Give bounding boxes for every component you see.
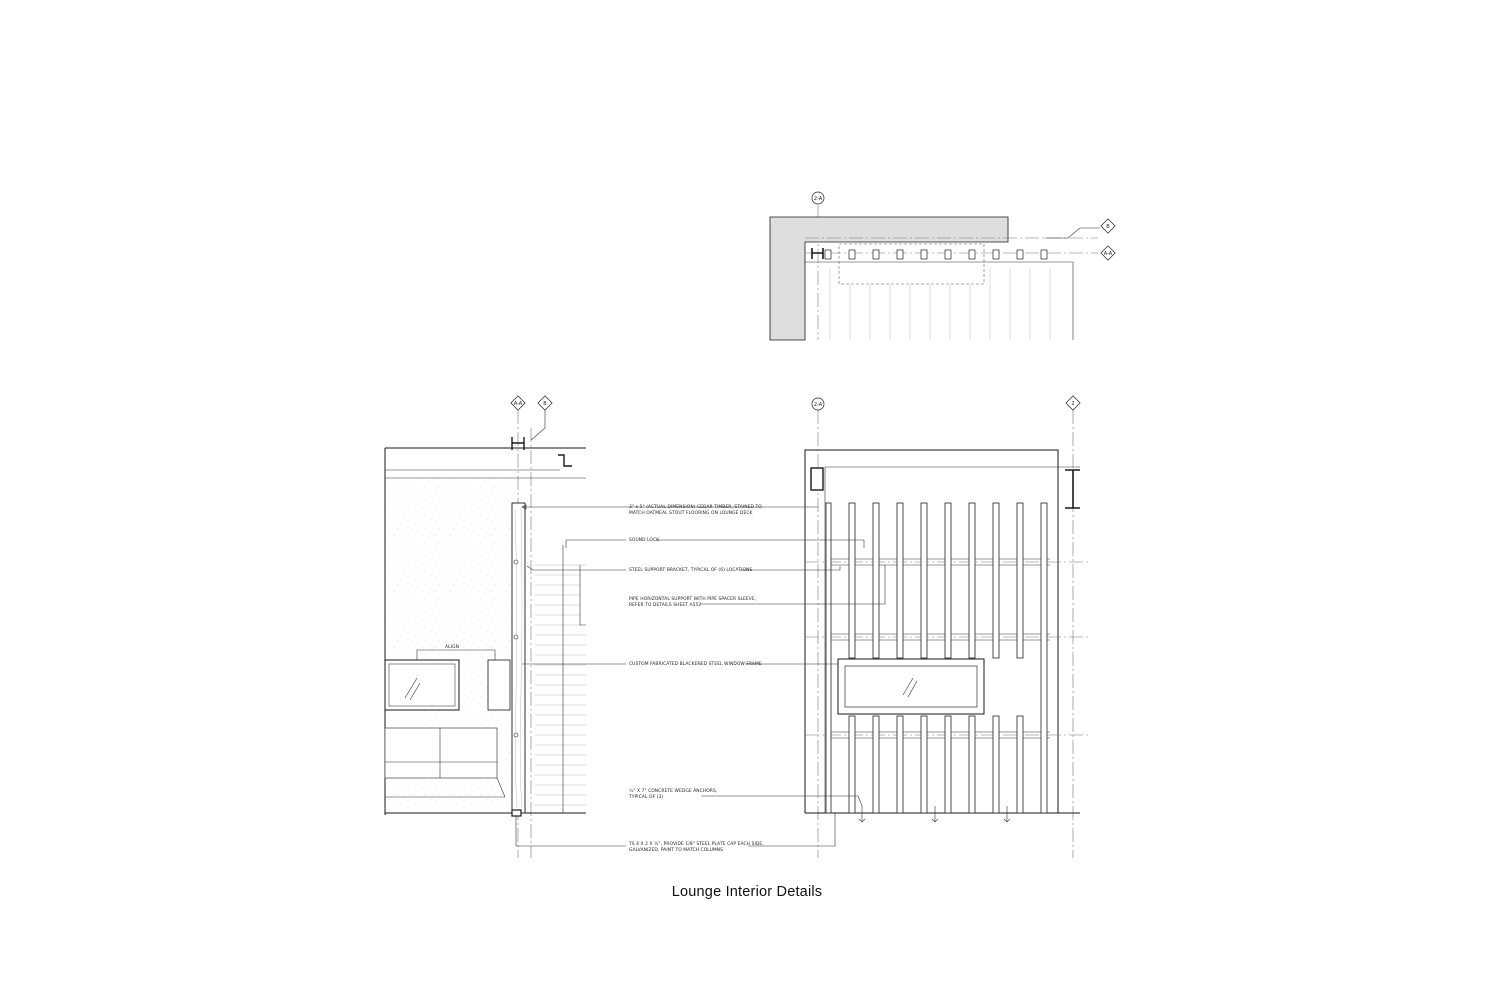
grid-marker-2-elevation	[1066, 396, 1080, 410]
note-ts-line-1: TS 4 X 2 X ¼", PROVIDE 1/8" STEEL PLATE CAP EACH SIDE,	[629, 842, 764, 847]
note-align: ALIGN	[445, 645, 459, 650]
svg-text:B: B	[543, 401, 547, 407]
svg-text:A-A: A-A	[1103, 251, 1113, 257]
note-timber-line-1: 3" x 5" (ACTUAL DIMENSION) CEDAR TIMBER, STAINED TO	[629, 505, 762, 510]
grid-marker-2a-plan	[812, 192, 824, 204]
cedar-slats-elevation	[826, 503, 1047, 813]
window-elevation	[838, 659, 984, 714]
note-sound-lock: SOUND LOCK	[629, 538, 660, 543]
note-pipe-line-2: REFER TO DETAILS SHEET A552	[629, 603, 702, 608]
page-title: Lounge Interior Details	[671, 884, 823, 900]
note-ts-line-2: GALVANIZED, PAINT TO MATCH COLUMNS	[629, 848, 724, 853]
grid-marker-aa-section	[511, 396, 525, 410]
svg-text:2-A: 2-A	[813, 402, 823, 408]
note-pipe-line-1: PIPE HORIZONTAL SUPPORT WITH PIPE SPACER SLEEVE,	[629, 597, 757, 602]
cedar-timber-section	[512, 503, 525, 813]
svg-text:A-A: A-A	[513, 401, 523, 407]
steel-ts-footing-section	[512, 810, 521, 816]
elevation-detail	[805, 396, 1090, 858]
steel-column-plan	[812, 248, 823, 259]
grid-marker-2a-elevation	[812, 398, 824, 410]
note-steel-bracket: STEEL SUPPORT BRACKET, TYPICAL OF (6) LOCATIONS	[629, 568, 753, 573]
note-window-frame: CUSTOM FABRICATED BLACKENED STEEL WINDOW FRAME	[629, 662, 762, 667]
svg-text:2-A: 2-A	[813, 196, 823, 202]
note-timber-line-2: MATCH OATMEAL STOUT FLOORING ON LOUNGE DECK	[629, 511, 753, 516]
cedar-slats-plan	[825, 250, 1047, 259]
plan-detail	[770, 192, 1115, 340]
svg-text:B: B	[1106, 224, 1110, 230]
deck-floor-planks	[830, 268, 1050, 340]
grid-marker-b-plan	[1101, 219, 1115, 233]
note-wedge-anchor-line-1: ½" X 7" CONCRETE WEDGE ANCHORS,	[629, 789, 718, 794]
wedge-anchors-elevation	[859, 806, 1010, 822]
concrete-wall-plan	[770, 217, 1008, 340]
svg-text:2: 2	[1071, 401, 1075, 407]
note-wedge-anchor-line-2: TYPICAL OF (3)	[629, 795, 664, 800]
section-detail	[385, 396, 586, 858]
wood-siding-section	[535, 545, 586, 813]
grid-marker-aa-plan	[1101, 246, 1115, 260]
window-outline-plan	[839, 244, 984, 284]
grid-marker-b-section	[538, 396, 552, 410]
beam-box-elevation	[811, 468, 823, 490]
